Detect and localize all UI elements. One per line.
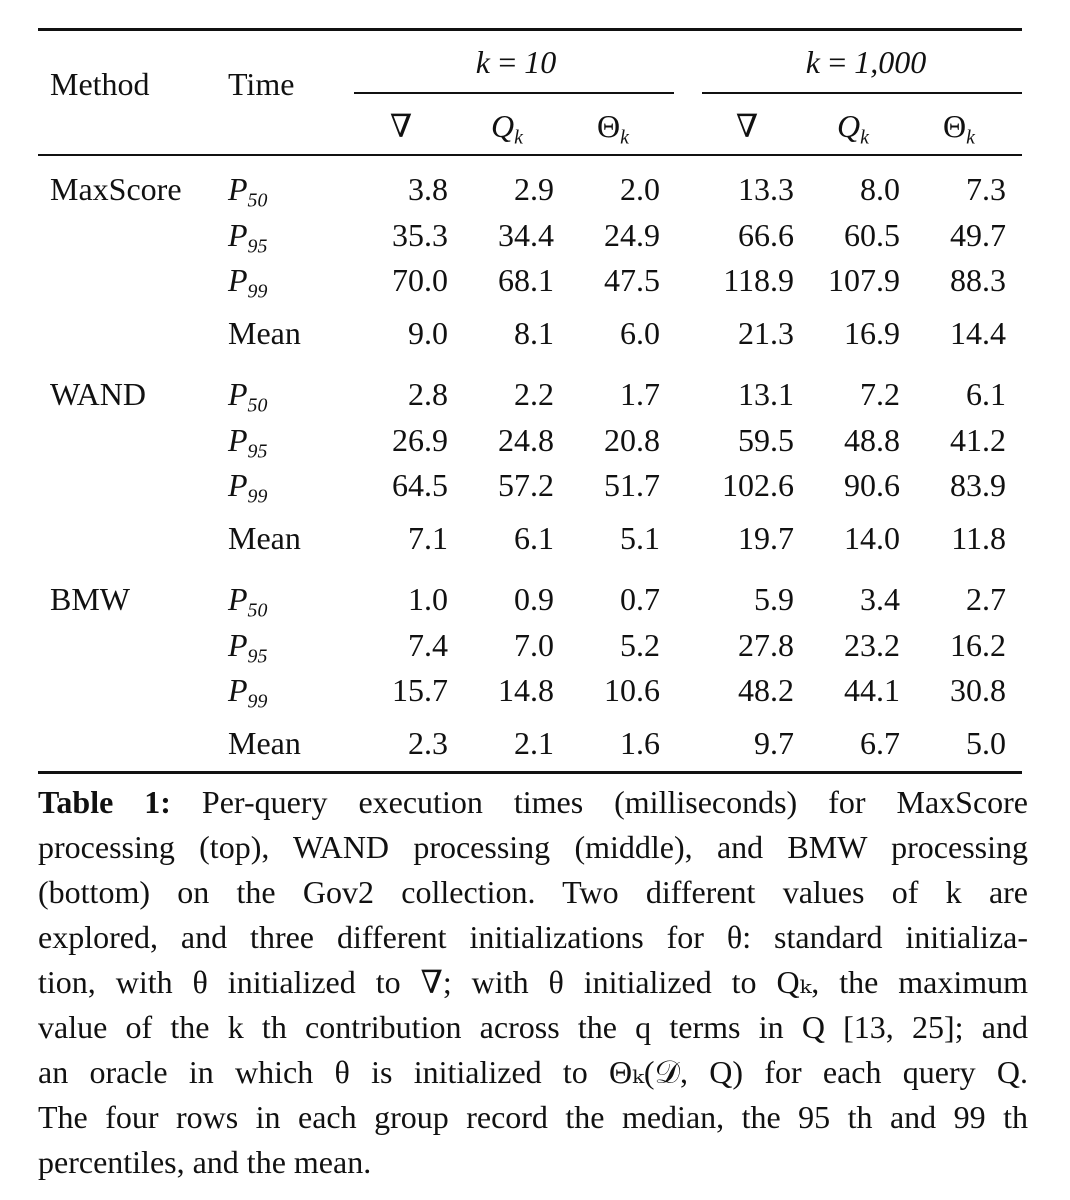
table-cell: 14.4	[950, 315, 1006, 351]
time-label-main: P	[228, 581, 248, 617]
subheader-symbol: Q	[491, 108, 515, 144]
cmidrule-k10	[354, 92, 674, 94]
subheader-nabla-k1000	[692, 110, 802, 142]
row-time-label	[228, 629, 267, 667]
table-cell: 60.5	[844, 217, 900, 253]
subheader-thetak-k1000	[904, 110, 1014, 148]
subheader-thetak-k10	[558, 110, 668, 148]
table-cell: 0.9	[514, 581, 554, 617]
table-cell: 7.0	[514, 627, 554, 663]
time-label-main: Mean	[228, 315, 301, 351]
time-label-main: P	[228, 376, 248, 412]
subheader-qk-k10	[452, 110, 562, 148]
table-caption	[38, 780, 1028, 1185]
table-cell: 6.1	[966, 376, 1006, 412]
row-time-label	[228, 469, 267, 507]
time-label-subscript: 99	[247, 485, 268, 508]
table-cell: 16.2	[950, 627, 1006, 663]
subheader-nabla-k10	[346, 110, 456, 142]
header-method: Method	[50, 66, 150, 102]
table-cell: 3.4	[860, 581, 900, 617]
time-label-subscript: 50	[247, 599, 268, 622]
table-cell: 66.6	[738, 217, 794, 253]
cmidrule-k1000	[702, 92, 1022, 94]
table-cell: 7.4	[408, 627, 448, 663]
table-cell: 5.9	[754, 581, 794, 617]
time-label-subscript: 95	[247, 235, 268, 258]
table-cell: 6.1	[514, 520, 554, 556]
table-cell: 118.9	[723, 262, 794, 298]
table-cell: 30.8	[950, 672, 1006, 708]
time-label-main: P	[228, 262, 248, 298]
table-cell: 26.9	[392, 422, 448, 458]
table-cell: 23.2	[844, 627, 900, 663]
table-cell: 64.5	[392, 467, 448, 503]
table-cell: 14.0	[844, 520, 900, 556]
group-method-wand: WAND	[50, 376, 146, 412]
caption-line: an oracle in which θ is initialized to Θₖ(𝒟, Q) for each query Q.	[38, 1054, 1028, 1090]
time-label-main: P	[228, 672, 248, 708]
table-cell: 90.6	[844, 467, 900, 503]
table-cell: 107.9	[828, 262, 900, 298]
table-cell: 13.3	[738, 171, 794, 207]
group-method-maxscore: MaxScore	[50, 171, 182, 207]
time-label-subscript: 99	[247, 690, 268, 713]
time-label-subscript: 50	[247, 394, 268, 417]
table-cell: 2.2	[514, 376, 554, 412]
caption-line: percentiles, and the mean.	[38, 1144, 372, 1180]
table-cell: 59.5	[738, 422, 794, 458]
table-cell: 34.4	[498, 217, 554, 253]
table-cell: 47.5	[604, 262, 660, 298]
table-cell: 24.9	[604, 217, 660, 253]
row-time-label	[228, 674, 267, 712]
table-cell: 27.8	[738, 627, 794, 663]
subheader-subscript: k	[514, 126, 523, 149]
time-label-subscript: 95	[247, 440, 268, 463]
caption-line: explored, and three different initializations for θ: standard initializa-	[38, 919, 1028, 955]
time-label-main: Mean	[228, 725, 301, 761]
table-cell: 41.2	[950, 422, 1006, 458]
table-cell: 83.9	[950, 467, 1006, 503]
table-cell: 49.7	[950, 217, 1006, 253]
table-cell: 68.1	[498, 262, 554, 298]
time-label-main: Mean	[228, 520, 301, 556]
caption-line: tion, with θ initialized to ∇; with θ initialized to Qₖ, the maximum	[38, 964, 1028, 1000]
subheader-subscript: k	[620, 126, 629, 149]
time-label-main: P	[228, 467, 248, 503]
table-cell: 3.8	[408, 171, 448, 207]
table-cell: 15.7	[392, 672, 448, 708]
subheader-symbol: Θ	[597, 108, 621, 144]
table-cell: 1.7	[620, 376, 660, 412]
caption-label: Table 1:	[38, 784, 171, 820]
caption-line: value of the k th contribution across the q terms in Q [13, 25]; and	[38, 1009, 1028, 1045]
table-cell: 7.1	[408, 520, 448, 556]
table-cell: 51.7	[604, 467, 660, 503]
table-cell: 24.8	[498, 422, 554, 458]
caption-line: The four rows in each group record the median, the 95 th and 99 th	[38, 1099, 1028, 1135]
row-time-label	[228, 173, 267, 211]
table-cell: 2.3	[408, 725, 448, 761]
caption-line: Table 1: Per-query execution times (milliseconds) for MaxScore	[38, 784, 1028, 820]
row-time-label	[228, 219, 267, 257]
header-group-k1000: k = 1,000	[805, 44, 927, 80]
subheader-symbol: Θ	[943, 108, 967, 144]
table-cell: 5.1	[620, 520, 660, 556]
table-cell: 10.6	[604, 672, 660, 708]
results-table	[38, 28, 1022, 774]
bottom-rule	[38, 771, 1022, 774]
group-method-bmw: BMW	[50, 581, 130, 617]
time-label-main: P	[228, 422, 248, 458]
table-cell: 5.0	[966, 725, 1006, 761]
table-cell: 19.7	[738, 520, 794, 556]
table-cell: 20.8	[604, 422, 660, 458]
subheader-symbol: ∇	[735, 108, 759, 144]
table-cell: 48.2	[738, 672, 794, 708]
subheader-qk-k1000	[798, 110, 908, 148]
header-group-k10: k = 10	[475, 44, 557, 80]
table-cell: 1.0	[408, 581, 448, 617]
row-time-label	[228, 424, 267, 462]
table-cell: 13.1	[738, 376, 794, 412]
time-label-subscript: 95	[247, 645, 268, 668]
time-label-subscript: 50	[247, 189, 268, 212]
time-label-main: P	[228, 171, 248, 207]
row-time-label	[228, 522, 301, 554]
row-time-label	[228, 378, 267, 416]
table-cell: 16.9	[844, 315, 900, 351]
header-time: Time	[228, 66, 295, 102]
time-label-main: P	[228, 217, 248, 253]
top-rule	[38, 28, 1022, 31]
row-time-label	[228, 264, 267, 302]
table-cell: 2.1	[514, 725, 554, 761]
table-cell: 1.6	[620, 725, 660, 761]
table-cell: 48.8	[844, 422, 900, 458]
table-cell: 5.2	[620, 627, 660, 663]
table-cell: 2.7	[966, 581, 1006, 617]
table-cell: 70.0	[392, 262, 448, 298]
table-cell: 2.8	[408, 376, 448, 412]
table-cell: 44.1	[844, 672, 900, 708]
subheader-subscript: k	[860, 126, 869, 149]
table-cell: 8.1	[514, 315, 554, 351]
row-time-label	[228, 583, 267, 621]
caption-line: processing (top), WAND processing (middle), and BMW processing	[38, 829, 1028, 865]
time-label-subscript: 99	[247, 280, 268, 303]
table-cell: 11.8	[951, 520, 1006, 556]
table-cell: 102.6	[722, 467, 794, 503]
table-cell: 0.7	[620, 581, 660, 617]
table-cell: 14.8	[498, 672, 554, 708]
table-cell: 6.7	[860, 725, 900, 761]
table-cell: 9.7	[754, 725, 794, 761]
table-cell: 2.0	[620, 171, 660, 207]
time-label-main: P	[228, 627, 248, 663]
table-cell: 35.3	[392, 217, 448, 253]
subheader-symbol: ∇	[389, 108, 413, 144]
subheader-subscript: k	[966, 126, 975, 149]
table-cell: 6.0	[620, 315, 660, 351]
table-cell: 57.2	[498, 467, 554, 503]
table-cell: 2.9	[514, 171, 554, 207]
mid-rule	[38, 154, 1022, 156]
table-cell: 21.3	[738, 315, 794, 351]
table-cell: 88.3	[950, 262, 1006, 298]
table-cell: 8.0	[860, 171, 900, 207]
subheader-symbol: Q	[837, 108, 861, 144]
table-cell: 9.0	[408, 315, 448, 351]
table-cell: 7.2	[860, 376, 900, 412]
row-time-label	[228, 317, 301, 349]
table-cell: 7.3	[966, 171, 1006, 207]
caption-line: (bottom) on the Gov2 collection. Two different values of k are	[38, 874, 1028, 910]
row-time-label	[228, 727, 301, 759]
